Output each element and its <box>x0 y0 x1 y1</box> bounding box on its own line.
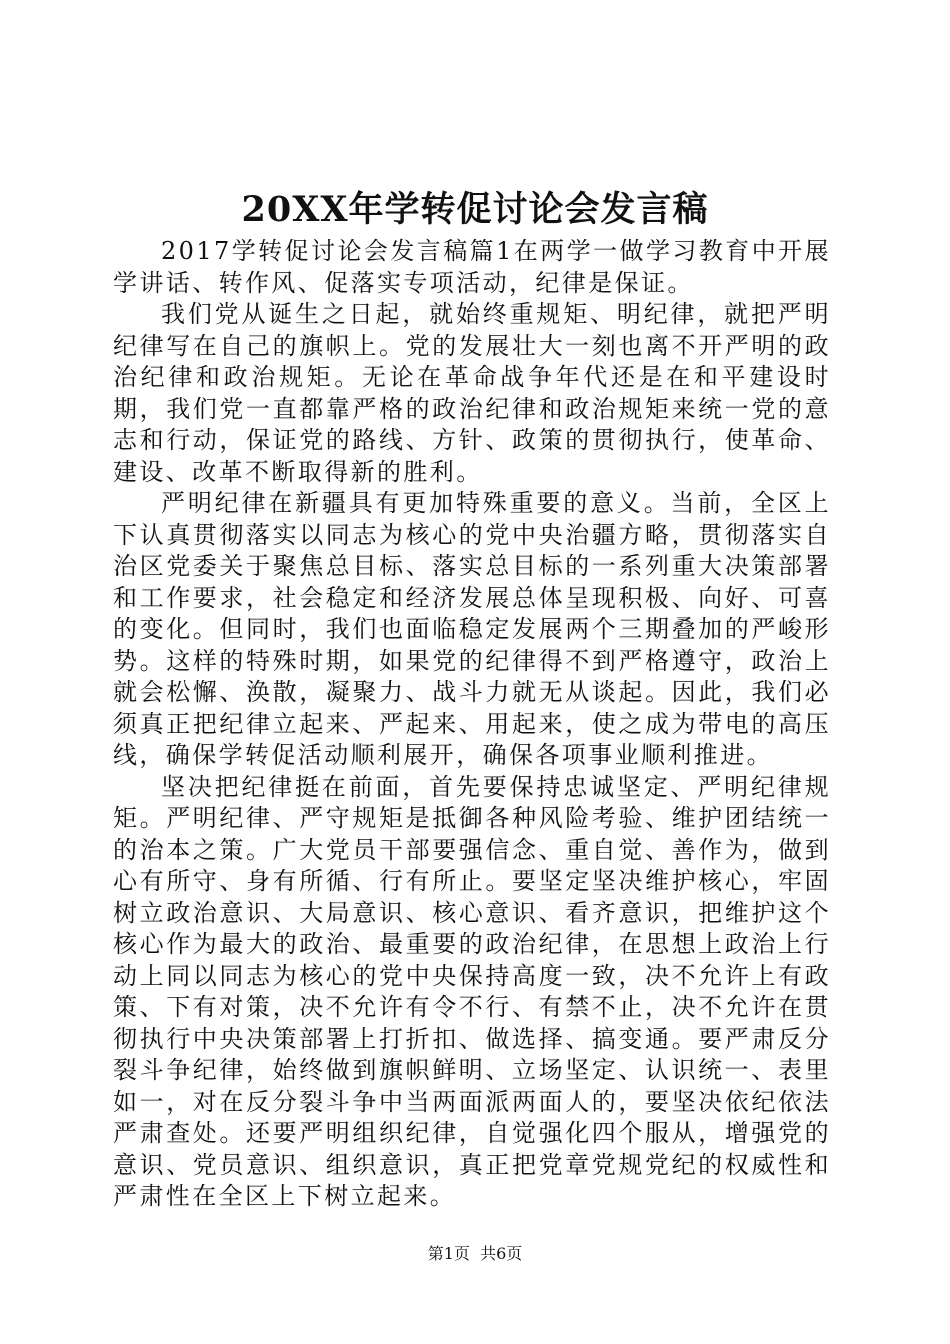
paragraph-4: 坚决把纪律挺在前面，首先要保持忠诚坚定、严明纪律规矩。严明纪律、严守规矩是抵御各种风险考验、维护团结统一的治本之策。广大党员干部要强信念、重自觉、善作为，做到心有所守、身有所循、行有所止。要坚定坚决维护核心，牢固树立政治意识、大局意识、核心意识、看齐意识，把维护这个核心作为最大的政治、最重要的政治纪律，在思想上政治上行动上同以同志为核心的党中央保持高度一致，决不允许上有政策、下有对策，决不允许有令不行、有禁不止，决不允许在贯彻执行中央决策部署上打折扣、做选择、搞变通。要严肃反分裂斗争纪律，始终做到旗帜鲜明、立场坚定、认识统一、表里如一，对在反分裂斗争中当两面派两面人的，要坚决依纪依法严肃查处。还要严明组织纪律，自觉强化四个服从，增强党的意识、党员意识、组织意识，真正把党章党规党纪的权威性和严肃性在全区上下树立起来。 <box>113 772 831 1210</box>
document-title: 20XX年学转促讨论会发言稿 <box>241 189 709 230</box>
page-footer <box>0 1242 950 1266</box>
footer-separator <box>470 1244 480 1263</box>
paragraph-3: 严明纪律在新疆具有更加特殊重要的意义。当前，全区上下认真贯彻落实以同志为核心的党中央治疆方略，贯彻落实自治区党委关于聚焦总目标、落实总目标的一系列重大决策部署和工作要求，社会稳定和经济发展总体呈现积极、向好、可喜的变化。但同时，我们也面临稳定发展两个三期叠加的严峻形势。这样的特殊时期，如果党的纪律得不到严格遵守，政治上就会松懈、涣散，凝聚力、战斗力就无从谈起。因此，我们必须真正把纪律立起来、严起来、用起来，使之成为带电的高压线，确保学转促活动顺利展开，确保各项事业顺利推进。 <box>113 489 831 769</box>
page-total: 共6页 <box>480 1244 523 1263</box>
paragraph-2: 我们党从诞生之日起，就始终重规矩、明纪律，就把严明纪律写在自己的旗帜上。党的发展壮大一刻也离不开严明的政治纪律和政治规矩。无论在革命战争年代还是在和平建设时期，我们党一直都靠严格的政治纪律和政治规矩来统一党的意志和行动，保证党的路线、方针、政策的贯彻执行，使革命、建设、改革不断取得新的胜利。 <box>113 300 831 486</box>
page-number: 第1页 <box>427 1244 470 1263</box>
document-body <box>113 236 831 1213</box>
paragraph-1: 2017学转促讨论会发言稿篇1在两学一做学习教育中开展学讲话、转作风、促落实专项活动，纪律是保证。 <box>113 237 831 297</box>
